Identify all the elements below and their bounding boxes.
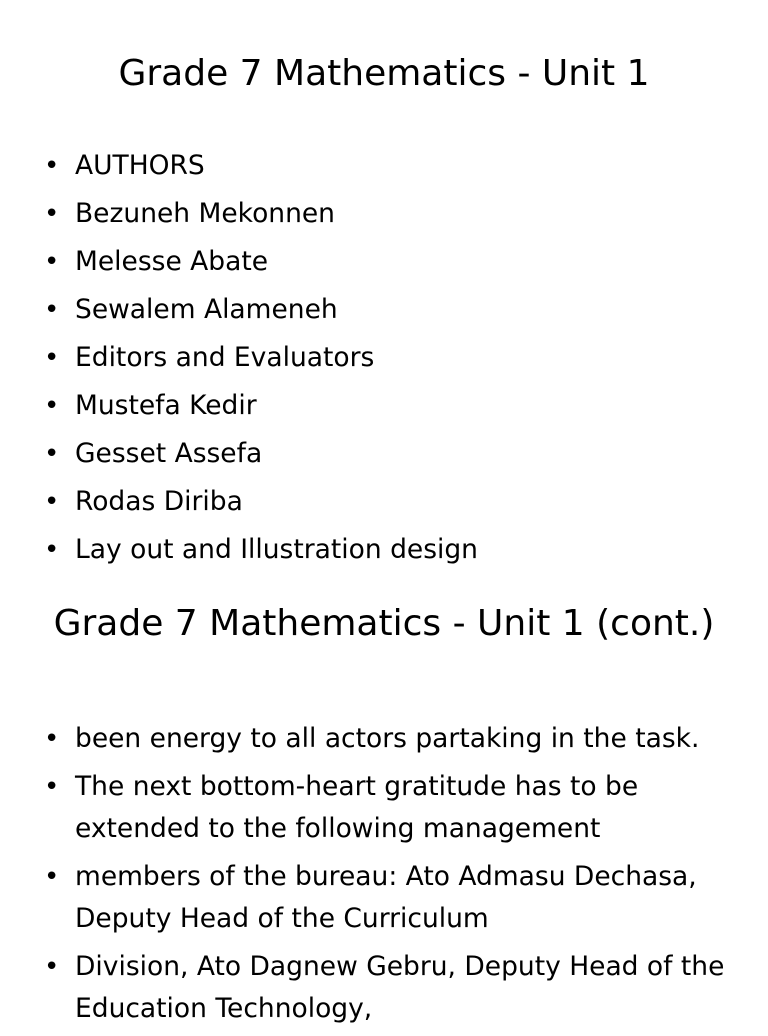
bullet-list	[44, 718, 744, 1036]
bullet-icon: •	[44, 862, 60, 892]
bullet-list	[44, 142, 744, 574]
bullet-item-paragraph	[44, 718, 744, 760]
bullet-item-layout-heading	[44, 526, 744, 574]
bullet-icon: •	[44, 772, 60, 802]
bullet-item-author	[44, 190, 744, 238]
bullet-text: Melesse Abate	[75, 246, 269, 277]
bullet-text: Bezuneh Mekonnen	[75, 198, 335, 229]
bullet-text: been energy to all actors partaking in the task.	[75, 723, 700, 754]
bullet-icon: •	[44, 952, 60, 982]
bullet-text: Editors and Evaluators	[75, 342, 375, 373]
bullet-text: members of the bureau: Ato Admasu Dechasa, Deputy Head of the Curriculum	[75, 861, 697, 934]
bullet-icon: •	[44, 247, 60, 277]
bullet-text: The next bottom-heart gratitude has to be extended to the following management	[75, 771, 639, 844]
bullet-text: AUTHORS	[75, 150, 205, 181]
bullet-icon: •	[44, 439, 60, 469]
bullet-icon: •	[44, 487, 60, 517]
bullet-text: Mustefa Kedir	[75, 390, 257, 421]
bullet-item-editor	[44, 382, 744, 430]
bullet-item-authors	[44, 142, 744, 190]
bullet-icon: •	[44, 295, 60, 325]
bullet-text: Division, Ato Dagnew Gebru, Deputy Head of the Education Technology,	[75, 951, 725, 1024]
slide-acknowledgements	[0, 580, 768, 1024]
bullet-item-editors-heading	[44, 334, 744, 382]
bullet-icon: •	[44, 343, 60, 373]
bullet-item-paragraph	[44, 766, 744, 850]
bullet-text: Gesset Assefa	[75, 438, 263, 469]
bullet-icon: •	[44, 391, 60, 421]
slide-title: Grade 7 Mathematics - Unit 1 (cont.)	[53, 603, 715, 644]
bullet-item-author	[44, 286, 744, 334]
bullet-item-author	[44, 238, 744, 286]
bullet-icon: •	[44, 724, 60, 754]
bullet-icon: •	[44, 151, 60, 181]
bullet-text: Rodas Diriba	[75, 486, 243, 517]
bullet-text: Lay out and Illustration design	[75, 534, 478, 565]
bullet-icon: •	[44, 199, 60, 229]
bullet-item-paragraph	[44, 946, 744, 1030]
slide-title: Grade 7 Mathematics - Unit 1	[118, 53, 650, 94]
bullet-text: Sewalem Alameneh	[75, 294, 338, 325]
bullet-item-paragraph	[44, 856, 744, 940]
bullet-item-editor	[44, 478, 744, 526]
bullet-icon: •	[44, 535, 60, 565]
bullet-item-editor	[44, 430, 744, 478]
